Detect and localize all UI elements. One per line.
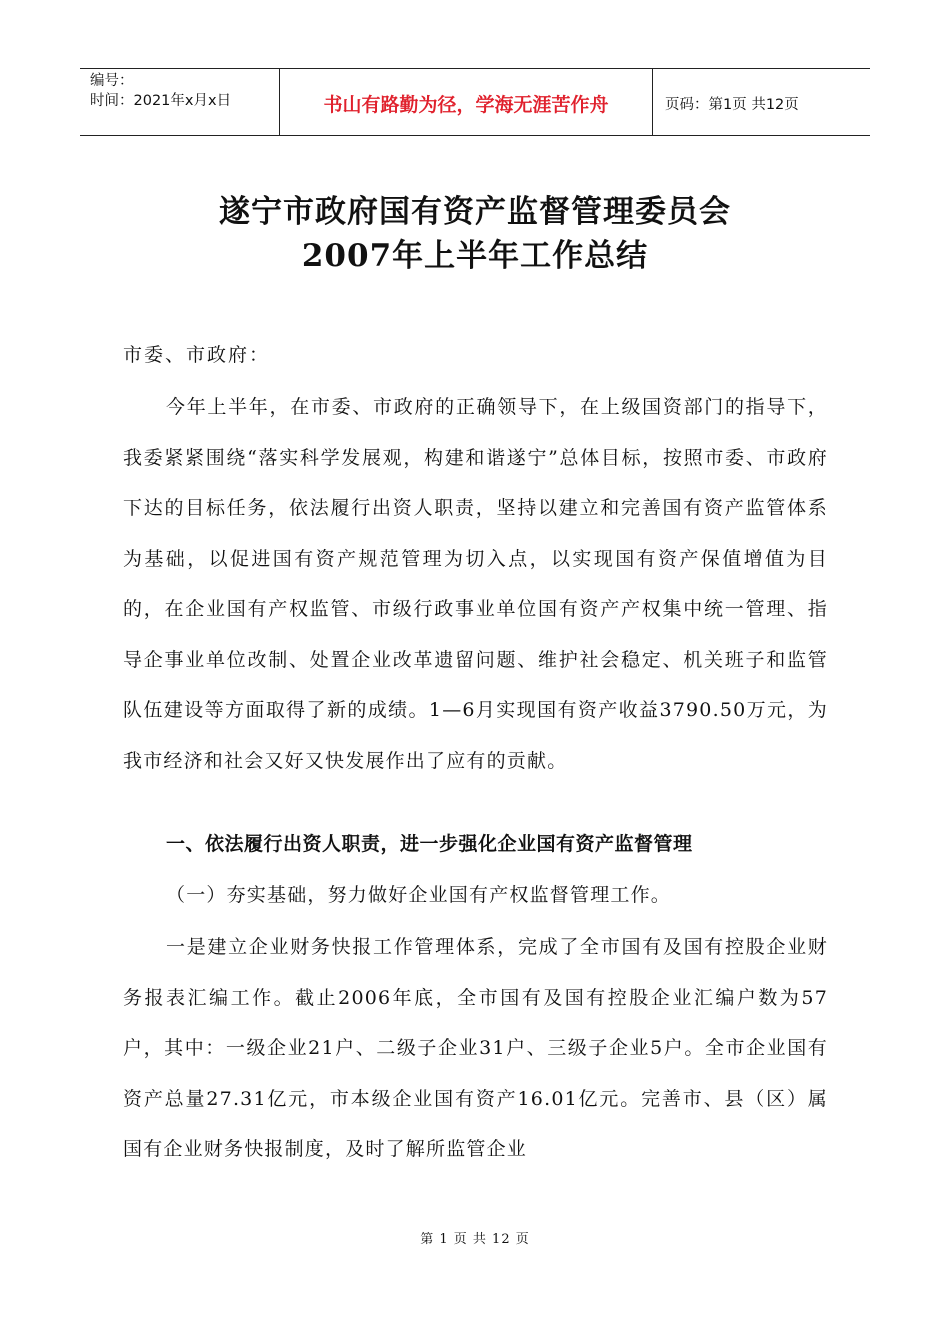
header-page-info: 页码：第1页 共12页 bbox=[665, 96, 799, 113]
salutation: 市委、市政府： bbox=[123, 344, 271, 366]
paragraph: 一是建立企业财务快报工作管理体系，完成了全市国有及国有控股企业财务报表汇编工作。截止2006年底，全市国有及国有控股企业汇编户数为57户，其中：一级企业21户、二级子企业31户、三级子企业5户。全市企业国有资产总量27.31亿元，市本级企业国有资产16.01亿元。完善市、县（区）属国有企业财务快报制度，及时了解所监管企业 bbox=[123, 936, 828, 1160]
intro-paragraph-block bbox=[123, 382, 828, 786]
subsection-heading: （一）夯实基础，努力做好企业国有产权监督管理工作。 bbox=[166, 884, 672, 906]
header-motto: 书山有路勤为径，学海无涯苦作舟 bbox=[280, 69, 653, 135]
date-label: 时间：2021年x月x日 bbox=[90, 93, 232, 109]
intro-paragraph: 今年上半年，在市委、市政府的正确领导下，在上级国资部门的指导下，我委紧紧围绕“落实科学发展观，构建和谐遂宁”总体目标，按照市委、市政府下达的目标任务，依法履行出资人职责，坚持以建立和完善国有资产监管体系为基础，以促进国有资产规范管理为切入点，以实现国有资产保值增值为目的，在企业国有产权监管、市级行政事业单位国有资产产权集中统一管理、指导企事业单位改制、处置企业改革遗留问题、维护社会稳定、机关班子和监管队伍建设等方面取得了新的成绩。1—6月实现国有资产收益3790.50万元，为我市经济和社会又好又快发展作出了应有的贡献。 bbox=[123, 396, 828, 772]
document-header bbox=[80, 68, 870, 136]
document-title-line2: 2007年上半年工作总结 bbox=[301, 238, 649, 274]
paragraph-block bbox=[123, 922, 828, 1175]
document-title-line1: 遂宁市政府国有资产监督管理委员会 bbox=[219, 194, 731, 230]
page-footer: 第 1 页 共 12 页 bbox=[420, 1232, 530, 1247]
number-label: 编号： bbox=[90, 73, 134, 89]
section-heading: 一、依法履行出资人职责，进一步强化企业国有资产监督管理 bbox=[166, 833, 693, 855]
header-meta bbox=[80, 69, 280, 135]
